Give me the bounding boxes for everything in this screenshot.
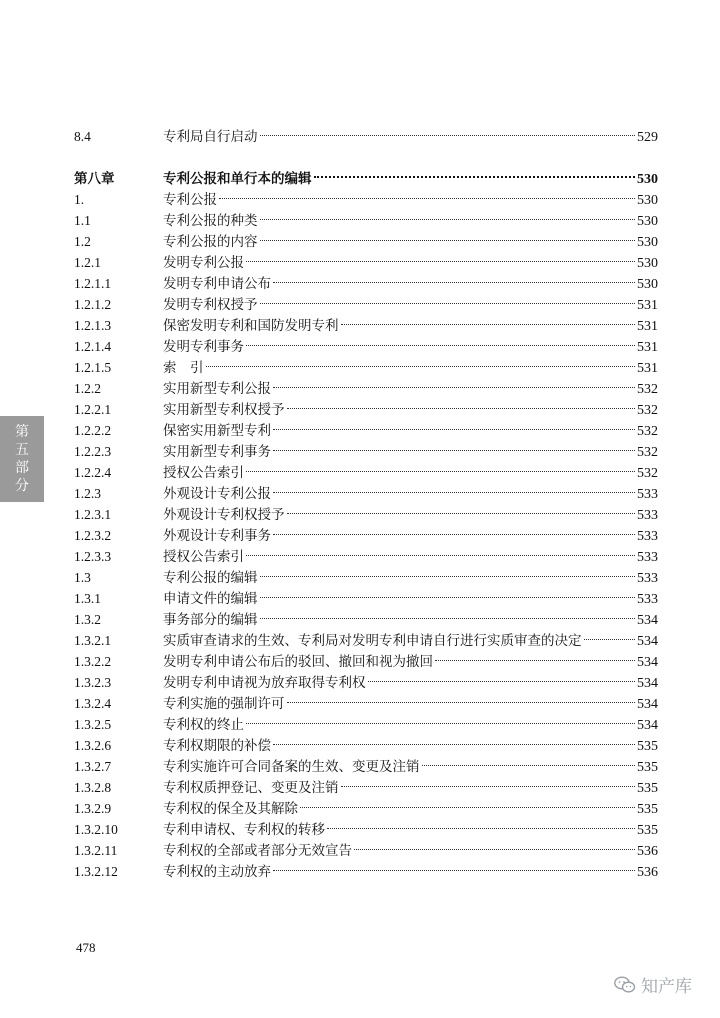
- toc-entry: [74, 415, 658, 439]
- toc-entry-number: 8.4: [74, 129, 91, 144]
- toc-entry-page: 534: [637, 676, 658, 691]
- toc-entry-title: 外观设计专利公报: [163, 486, 271, 502]
- toc-entry-page: 536: [637, 865, 658, 880]
- toc-entry: [74, 520, 658, 544]
- toc-entry-page: 530: [637, 214, 658, 229]
- toc-entry-page: 534: [637, 718, 658, 733]
- toc-entry: [74, 478, 658, 502]
- dot-leader: [244, 457, 637, 477]
- toc-entry-number: 1.2.1.5: [74, 360, 112, 375]
- toc-entry-page: 530: [637, 172, 658, 187]
- toc-entry-number: 1.2.3.3: [74, 549, 112, 564]
- toc-entry-title: 专利实施许可合同备案的生效、变更及注销: [163, 759, 420, 775]
- toc-entry-page: 534: [637, 697, 658, 712]
- toc-entry-number: 1.3.2.7: [74, 759, 112, 774]
- side-tab-char: 部: [15, 460, 29, 476]
- toc-entry-page: 535: [637, 781, 658, 796]
- toc-entry-page: 533: [637, 571, 658, 586]
- toc-entry-number: 1.2.2.4: [74, 465, 112, 480]
- toc-entry-number: 1.3.2.3: [74, 675, 112, 690]
- toc-entry-title: 专利权的全部或者部分无效宣告: [163, 843, 352, 859]
- toc-entry-title: 外观设计专利权授予: [163, 507, 285, 523]
- dot-leader: [271, 856, 637, 876]
- toc-entry-title: 发明专利申请公布: [163, 276, 271, 292]
- toc-entry: [74, 772, 658, 796]
- dot-leader: [271, 436, 637, 456]
- toc-entry-page: 530: [637, 256, 658, 271]
- dot-leader: [258, 604, 638, 624]
- toc-entry-number: 1.3: [74, 570, 91, 585]
- dot-leader: [244, 331, 637, 351]
- toc-entry-number: 1.2.1.1: [74, 276, 112, 291]
- toc-entry-number: 1.: [74, 192, 85, 207]
- dot-leader: [271, 730, 637, 750]
- dot-leader: [325, 814, 637, 834]
- toc-entry-title: 专利权的主动放弃: [163, 864, 271, 880]
- dot-leader: [285, 394, 638, 414]
- toc-entry: [74, 436, 658, 460]
- toc-entry-page: 530: [637, 235, 658, 250]
- toc-entry: [74, 163, 658, 187]
- toc-entry-title: 索 引: [163, 360, 204, 376]
- toc-entry-title: 专利公报的种类: [163, 213, 258, 229]
- dot-leader: [271, 268, 637, 288]
- toc-entry-page: 535: [637, 760, 658, 775]
- dot-leader: [258, 562, 638, 582]
- toc-entry-number: 1.2.1.3: [74, 318, 112, 333]
- toc-entry-number: 1.2: [74, 234, 91, 249]
- toc-entry: [74, 835, 658, 859]
- watermark: [614, 972, 692, 997]
- toc-entry-number: 1.2.1: [74, 255, 101, 270]
- toc-entry-number: 1.3.2.6: [74, 738, 112, 753]
- toc-entry-number: 1.3.1: [74, 591, 101, 606]
- toc-entry-title: 专利公报: [163, 192, 217, 208]
- toc-entry-number: 1.3.2.11: [74, 843, 118, 858]
- toc-entry-number: 1.2.3: [74, 486, 101, 501]
- dot-leader: [312, 163, 638, 183]
- toc-entry: [74, 856, 658, 880]
- toc-entry-title: 外观设计专利事务: [163, 528, 271, 544]
- toc-entry-page: 533: [637, 508, 658, 523]
- dot-leader: [271, 478, 637, 498]
- toc-entry: [74, 331, 658, 355]
- dot-leader: [285, 688, 638, 708]
- dot-leader: [298, 793, 637, 813]
- toc-entry-number: 1.3.2.8: [74, 780, 112, 795]
- dot-leader: [244, 709, 637, 729]
- toc-entry-page: 532: [637, 403, 658, 418]
- toc-entry-title: 专利公报的内容: [163, 234, 258, 250]
- toc-entry-page: 533: [637, 550, 658, 565]
- toc-entry-page: 529: [637, 130, 658, 145]
- toc-entry-title: 专利公报的编辑: [163, 570, 258, 586]
- side-tab-char: 分: [15, 478, 29, 494]
- toc-entry-title: 专利权期限的补偿: [163, 738, 271, 754]
- toc-entry-number: 1.2.3.2: [74, 528, 112, 543]
- toc-entry-page: 532: [637, 445, 658, 460]
- toc-entry-page: 535: [637, 823, 658, 838]
- toc-entry-number: 1.3.2: [74, 612, 101, 627]
- toc-entry: [74, 121, 658, 145]
- toc-entry: [74, 268, 658, 292]
- side-tab-char: 五: [15, 442, 29, 458]
- toc-entry: [74, 310, 658, 334]
- toc-entry-title: 实用新型专利公报: [163, 381, 271, 397]
- toc-entry-page: 531: [637, 298, 658, 313]
- toc-entry-title: 专利权的保全及其解除: [163, 801, 298, 817]
- toc-entry-number: 1.3.2.4: [74, 696, 112, 711]
- toc-entry-number: 1.2.2.3: [74, 444, 112, 459]
- toc-entry-page: 534: [637, 634, 658, 649]
- toc-entry: [74, 814, 658, 838]
- toc-entry: [74, 688, 658, 712]
- dot-leader: [352, 835, 637, 855]
- toc-entry-title: 专利申请权、专利权的转移: [163, 822, 325, 838]
- toc-entry: [74, 541, 658, 565]
- toc-entry-page: 532: [637, 424, 658, 439]
- toc-entry: [74, 289, 658, 313]
- dot-leader: [258, 121, 638, 141]
- toc-entry-page: 530: [637, 193, 658, 208]
- dot-leader: [339, 772, 638, 792]
- dot-leader: [285, 499, 638, 519]
- toc-entry-title: 发明专利事务: [163, 339, 244, 355]
- toc-entry-title: 事务部分的编辑: [163, 612, 258, 628]
- toc-entry-page: 533: [637, 592, 658, 607]
- toc-entry-page: 530: [637, 277, 658, 292]
- toc-entry-number: 1.3.2.12: [74, 864, 118, 879]
- toc-entry-page: 531: [637, 340, 658, 355]
- toc-entry: [74, 793, 658, 817]
- dot-leader: [433, 646, 637, 666]
- toc-entry-number: 1.1: [74, 213, 91, 228]
- toc-entry: [74, 394, 658, 418]
- dot-leader: [582, 625, 638, 645]
- toc-entry-number: 1.2.2: [74, 381, 101, 396]
- toc-entry: [74, 226, 658, 250]
- toc-entry-title: 专利公报和单行本的编辑: [163, 171, 312, 187]
- dot-leader: [258, 583, 638, 603]
- toc-entry-page: 532: [637, 466, 658, 481]
- toc-entry: [74, 352, 658, 376]
- toc-entry-title: 保密实用新型专利: [163, 423, 271, 439]
- dot-leader: [244, 247, 637, 267]
- toc-entry-title: 专利权的终止: [163, 717, 244, 733]
- toc-entry-title: 授权公告索引: [163, 465, 244, 481]
- dot-leader: [271, 373, 637, 393]
- toc-entry-title: 专利实施的强制许可: [163, 696, 285, 712]
- toc-entry-title: 发明专利申请公布后的驳回、撤回和视为撤回: [163, 654, 433, 670]
- toc-entry-page: 534: [637, 655, 658, 670]
- toc-entry: [74, 709, 658, 733]
- toc-entry: [74, 205, 658, 229]
- toc-entry-page: 533: [637, 487, 658, 502]
- dot-leader: [258, 289, 638, 309]
- toc-entry: [74, 457, 658, 481]
- dot-leader: [339, 310, 638, 330]
- toc-entry: [74, 730, 658, 754]
- toc-entry-title: 授权公告索引: [163, 549, 244, 565]
- wechat-icon: [614, 976, 636, 994]
- part-five-side-tab: [0, 416, 44, 502]
- toc-entry: [74, 751, 658, 775]
- toc-entry-number: 1.3.2.9: [74, 801, 112, 816]
- toc-entry: [74, 562, 658, 586]
- toc-entry: [74, 184, 658, 208]
- toc-entry: [74, 625, 658, 649]
- dot-leader: [244, 541, 637, 561]
- side-tab-char: 第: [15, 424, 29, 440]
- toc-entry-number: 1.3.2.1: [74, 633, 112, 648]
- toc-entry-title: 发明专利权授予: [163, 297, 258, 313]
- toc-entry-number: 1.2.2.2: [74, 423, 112, 438]
- toc-entry-number: 1.3.2.10: [74, 822, 118, 837]
- dot-leader: [204, 352, 638, 372]
- toc-entry: [74, 499, 658, 523]
- toc-entry: [74, 646, 658, 670]
- toc-entry-number: 1.2.1.4: [74, 339, 112, 354]
- toc-entry-number: 1.2.1.2: [74, 297, 112, 312]
- toc-entry: [74, 247, 658, 271]
- toc-entry-title: 申请文件的编辑: [163, 591, 258, 607]
- watermark-text: 知产库: [641, 977, 692, 997]
- toc-entry-title: 实用新型专利事务: [163, 444, 271, 460]
- toc-entry-page: 531: [637, 361, 658, 376]
- toc-entry-title: 发明专利公报: [163, 255, 244, 271]
- toc-entry: [74, 583, 658, 607]
- toc-entry: [74, 373, 658, 397]
- toc-entry-page: 535: [637, 802, 658, 817]
- dot-leader: [258, 226, 638, 246]
- dot-leader: [271, 520, 637, 540]
- page-number: 478: [76, 940, 96, 955]
- dot-leader: [271, 415, 637, 435]
- toc-entry-number: 第八章: [74, 171, 115, 186]
- toc-entry-title: 专利局自行启动: [163, 129, 258, 145]
- toc-entry-page: 533: [637, 529, 658, 544]
- dot-leader: [217, 184, 637, 204]
- toc-entry-title: 实用新型专利权授予: [163, 402, 285, 418]
- toc-entry-number: 1.3.2.5: [74, 717, 112, 732]
- toc-entry-title: 专利权质押登记、变更及注销: [163, 780, 339, 796]
- toc-entry: [74, 667, 658, 691]
- dot-leader: [420, 751, 638, 771]
- toc-entry-number: 1.3.2.2: [74, 654, 112, 669]
- toc-entry-page: 532: [637, 382, 658, 397]
- toc-entry-page: 535: [637, 739, 658, 754]
- toc-entry-page: 536: [637, 844, 658, 859]
- toc-entry: [74, 604, 658, 628]
- toc-entry-page: 534: [637, 613, 658, 628]
- dot-leader: [366, 667, 638, 687]
- toc-entry-page: 531: [637, 319, 658, 334]
- toc-entry-title: 实质审查请求的生效、专利局对发明专利申请自行进行实质审查的决定: [163, 633, 582, 649]
- toc-entry-title: 保密发明专利和国防发明专利: [163, 318, 339, 334]
- toc-entry-title: 发明专利申请视为放弃取得专利权: [163, 675, 366, 691]
- toc-entry-number: 1.2.2.1: [74, 402, 112, 417]
- dot-leader: [258, 205, 638, 225]
- toc-entry-number: 1.2.3.1: [74, 507, 112, 522]
